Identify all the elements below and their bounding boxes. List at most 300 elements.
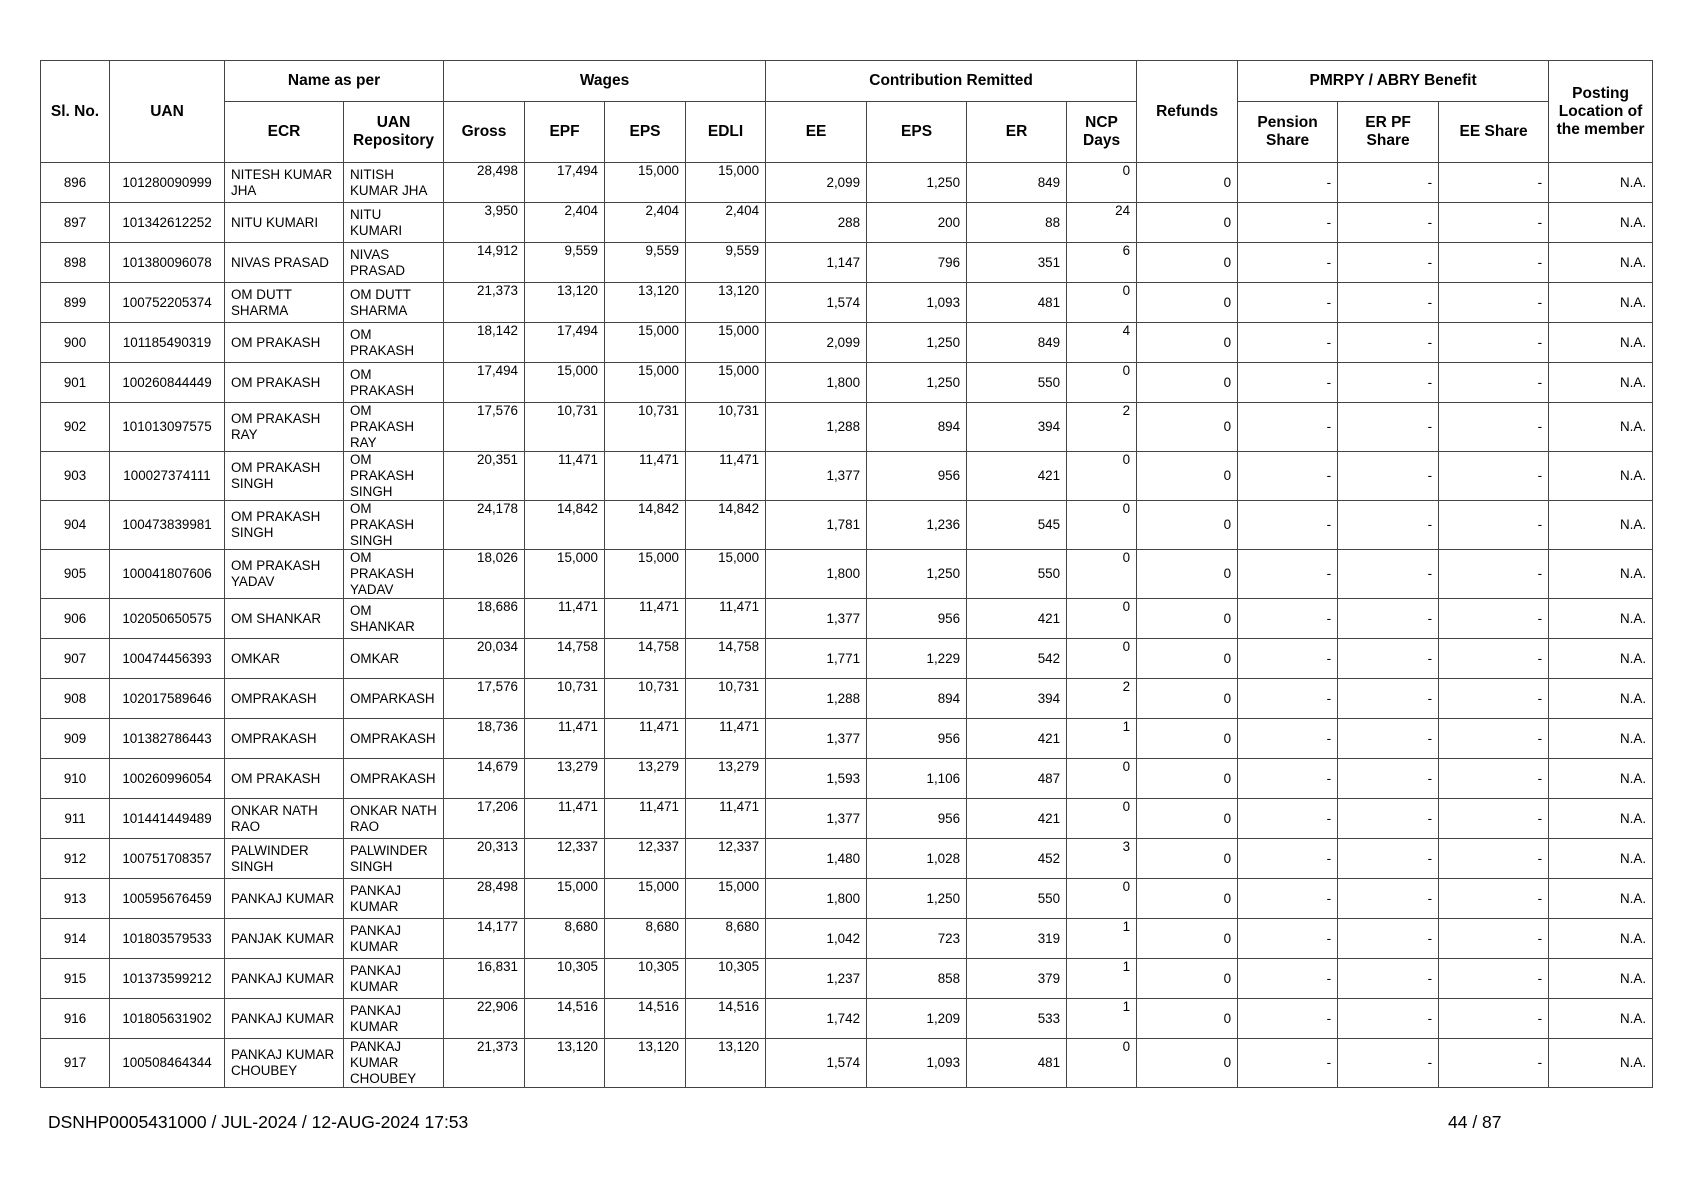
posting-location-cell: N.A. bbox=[1549, 879, 1653, 919]
er-cell: 394 bbox=[967, 403, 1067, 452]
er-pf-share-cell: - bbox=[1338, 501, 1439, 550]
eps-contribution-cell: 1,250 bbox=[867, 879, 967, 919]
posting-location-cell: N.A. bbox=[1549, 323, 1653, 363]
er-cell: 849 bbox=[967, 163, 1067, 203]
sl-no-cell: 908 bbox=[41, 679, 110, 719]
pension-share-cell: - bbox=[1238, 550, 1338, 599]
eps-contribution-cell: 858 bbox=[867, 959, 967, 999]
eps-contribution-cell: 894 bbox=[867, 679, 967, 719]
ee-cell: 1,147 bbox=[766, 243, 867, 283]
ee-share-cell: - bbox=[1439, 283, 1549, 323]
refunds-cell: 0 bbox=[1137, 323, 1238, 363]
repository-name-cell: PANKAJ KUMAR bbox=[344, 919, 444, 959]
er-cell: 319 bbox=[967, 919, 1067, 959]
header-ecr: ECR bbox=[225, 102, 344, 163]
gross-cell: 22,906 bbox=[444, 999, 525, 1039]
header-eps-contribution: EPS bbox=[867, 102, 967, 163]
ee-cell: 1,042 bbox=[766, 919, 867, 959]
er-cell: 545 bbox=[967, 501, 1067, 550]
uan-cell: 101280090999 bbox=[110, 163, 225, 203]
er-pf-share-cell: - bbox=[1338, 919, 1439, 959]
repository-name-cell: OM PRAKASH SINGH bbox=[344, 452, 444, 501]
posting-location-cell: N.A. bbox=[1549, 759, 1653, 799]
repository-name-cell: NITISH KUMAR JHA bbox=[344, 163, 444, 203]
er-cell: 481 bbox=[967, 283, 1067, 323]
epf-cell: 10,731 bbox=[525, 403, 605, 452]
pension-share-cell: - bbox=[1238, 839, 1338, 879]
header-epf: EPF bbox=[525, 102, 605, 163]
uan-cell: 100752205374 bbox=[110, 283, 225, 323]
posting-location-cell: N.A. bbox=[1549, 999, 1653, 1039]
uan-cell: 100260996054 bbox=[110, 759, 225, 799]
ecr-name-cell: NIVAS PRASAD bbox=[225, 243, 344, 283]
eps-contribution-cell: 723 bbox=[867, 919, 967, 959]
repository-name-cell: OMKAR bbox=[344, 639, 444, 679]
pension-share-cell: - bbox=[1238, 501, 1338, 550]
epf-cell: 10,731 bbox=[525, 679, 605, 719]
table-row bbox=[41, 1039, 1653, 1088]
table-row bbox=[41, 599, 1653, 639]
edli-cell: 9,559 bbox=[686, 243, 766, 283]
eps-contribution-cell: 1,250 bbox=[867, 363, 967, 403]
er-cell: 421 bbox=[967, 719, 1067, 759]
gross-cell: 17,206 bbox=[444, 799, 525, 839]
eps-contribution-cell: 1,250 bbox=[867, 163, 967, 203]
repository-name-cell: NITU KUMARI bbox=[344, 203, 444, 243]
posting-location-cell: N.A. bbox=[1549, 501, 1653, 550]
ee-cell: 1,800 bbox=[766, 363, 867, 403]
table-row bbox=[41, 639, 1653, 679]
refunds-cell: 0 bbox=[1137, 719, 1238, 759]
eps-wage-cell: 11,471 bbox=[605, 799, 686, 839]
posting-location-cell: N.A. bbox=[1549, 639, 1653, 679]
header-ee-share: EE Share bbox=[1439, 102, 1549, 163]
pension-share-cell: - bbox=[1238, 999, 1338, 1039]
ecr-name-cell: PANKAJ KUMAR bbox=[225, 999, 344, 1039]
er-cell: 550 bbox=[967, 879, 1067, 919]
ecr-name-cell: ONKAR NATH RAO bbox=[225, 799, 344, 839]
uan-cell: 102050650575 bbox=[110, 599, 225, 639]
refunds-cell: 0 bbox=[1137, 919, 1238, 959]
sl-no-cell: 899 bbox=[41, 283, 110, 323]
refunds-cell: 0 bbox=[1137, 452, 1238, 501]
er-pf-share-cell: - bbox=[1338, 799, 1439, 839]
ecr-name-cell: OM PRAKASH SINGH bbox=[225, 452, 344, 501]
posting-location-cell: N.A. bbox=[1549, 203, 1653, 243]
er-pf-share-cell: - bbox=[1338, 959, 1439, 999]
epf-cell: 14,842 bbox=[525, 501, 605, 550]
refunds-cell: 0 bbox=[1137, 879, 1238, 919]
sl-no-cell: 896 bbox=[41, 163, 110, 203]
repository-name-cell: OM PRAKASH YADAV bbox=[344, 550, 444, 599]
er-pf-share-cell: - bbox=[1338, 1039, 1439, 1088]
pension-share-cell: - bbox=[1238, 719, 1338, 759]
er-pf-share-cell: - bbox=[1338, 679, 1439, 719]
table-row bbox=[41, 283, 1653, 323]
table-row bbox=[41, 550, 1653, 599]
eps-wage-cell: 15,000 bbox=[605, 163, 686, 203]
table-body bbox=[41, 163, 1653, 1088]
refunds-cell: 0 bbox=[1137, 679, 1238, 719]
uan-cell: 100260844449 bbox=[110, 363, 225, 403]
edli-cell: 15,000 bbox=[686, 879, 766, 919]
refunds-cell: 0 bbox=[1137, 759, 1238, 799]
er-cell: 379 bbox=[967, 959, 1067, 999]
ncp-days-cell: 1 bbox=[1067, 959, 1137, 999]
sl-no-cell: 903 bbox=[41, 452, 110, 501]
posting-location-cell: N.A. bbox=[1549, 679, 1653, 719]
gross-cell: 14,912 bbox=[444, 243, 525, 283]
repository-name-cell: PANKAJ KUMAR bbox=[344, 879, 444, 919]
refunds-cell: 0 bbox=[1137, 999, 1238, 1039]
gross-cell: 18,026 bbox=[444, 550, 525, 599]
eps-contribution-cell: 1,106 bbox=[867, 759, 967, 799]
refunds-cell: 0 bbox=[1137, 501, 1238, 550]
eps-contribution-cell: 956 bbox=[867, 719, 967, 759]
sl-no-cell: 911 bbox=[41, 799, 110, 839]
ee-share-cell: - bbox=[1439, 839, 1549, 879]
repository-name-cell: OM PRAKASH RAY bbox=[344, 403, 444, 452]
sl-no-cell: 909 bbox=[41, 719, 110, 759]
er-pf-share-cell: - bbox=[1338, 283, 1439, 323]
ecr-name-cell: OM PRAKASH YADAV bbox=[225, 550, 344, 599]
edli-cell: 2,404 bbox=[686, 203, 766, 243]
uan-cell: 100027374111 bbox=[110, 452, 225, 501]
gross-cell: 14,177 bbox=[444, 919, 525, 959]
header-ee: EE bbox=[766, 102, 867, 163]
ee-share-cell: - bbox=[1439, 323, 1549, 363]
edli-cell: 10,305 bbox=[686, 959, 766, 999]
posting-location-cell: N.A. bbox=[1549, 283, 1653, 323]
pension-share-cell: - bbox=[1238, 599, 1338, 639]
edli-cell: 13,120 bbox=[686, 283, 766, 323]
eps-wage-cell: 11,471 bbox=[605, 599, 686, 639]
repository-name-cell: OM PRAKASH bbox=[344, 363, 444, 403]
ncp-days-cell: 6 bbox=[1067, 243, 1137, 283]
epf-cell: 15,000 bbox=[525, 879, 605, 919]
pension-share-cell: - bbox=[1238, 1039, 1338, 1088]
posting-location-cell: N.A. bbox=[1549, 403, 1653, 452]
uan-cell: 100508464344 bbox=[110, 1039, 225, 1088]
er-pf-share-cell: - bbox=[1338, 759, 1439, 799]
gross-cell: 28,498 bbox=[444, 163, 525, 203]
eps-contribution-cell: 1,236 bbox=[867, 501, 967, 550]
eps-wage-cell: 11,471 bbox=[605, 719, 686, 759]
ecr-name-cell: OM PRAKASH RAY bbox=[225, 403, 344, 452]
epf-cell: 11,471 bbox=[525, 599, 605, 639]
epf-cell: 9,559 bbox=[525, 243, 605, 283]
edli-cell: 13,279 bbox=[686, 759, 766, 799]
eps-wage-cell: 13,120 bbox=[605, 1039, 686, 1088]
edli-cell: 15,000 bbox=[686, 550, 766, 599]
gross-cell: 18,736 bbox=[444, 719, 525, 759]
refunds-cell: 0 bbox=[1137, 163, 1238, 203]
pension-share-cell: - bbox=[1238, 919, 1338, 959]
eps-contribution-cell: 1,250 bbox=[867, 550, 967, 599]
er-pf-share-cell: - bbox=[1338, 639, 1439, 679]
pension-share-cell: - bbox=[1238, 679, 1338, 719]
ncp-days-cell: 0 bbox=[1067, 452, 1137, 501]
ee-cell: 1,377 bbox=[766, 799, 867, 839]
posting-location-cell: N.A. bbox=[1549, 839, 1653, 879]
er-pf-share-cell: - bbox=[1338, 719, 1439, 759]
epf-cell: 17,494 bbox=[525, 163, 605, 203]
epf-cell: 13,279 bbox=[525, 759, 605, 799]
table-row bbox=[41, 452, 1653, 501]
er-cell: 533 bbox=[967, 999, 1067, 1039]
er-pf-share-cell: - bbox=[1338, 403, 1439, 452]
uan-cell: 100751708357 bbox=[110, 839, 225, 879]
gross-cell: 28,498 bbox=[444, 879, 525, 919]
er-cell: 421 bbox=[967, 799, 1067, 839]
ee-share-cell: - bbox=[1439, 403, 1549, 452]
ee-share-cell: - bbox=[1439, 599, 1549, 639]
ecr-name-cell: OMKAR bbox=[225, 639, 344, 679]
er-cell: 481 bbox=[967, 1039, 1067, 1088]
header-wages: Wages bbox=[444, 61, 766, 102]
ncp-days-cell: 1 bbox=[1067, 919, 1137, 959]
uan-cell: 101382786443 bbox=[110, 719, 225, 759]
table-row bbox=[41, 999, 1653, 1039]
ecr-name-cell: OM PRAKASH bbox=[225, 759, 344, 799]
repository-name-cell: OM DUTT SHARMA bbox=[344, 283, 444, 323]
ncp-days-cell: 0 bbox=[1067, 799, 1137, 839]
ecr-name-cell: OM SHANKAR bbox=[225, 599, 344, 639]
sl-no-cell: 910 bbox=[41, 759, 110, 799]
posting-location-cell: N.A. bbox=[1549, 452, 1653, 501]
table-row bbox=[41, 203, 1653, 243]
repository-name-cell: OMPRAKASH bbox=[344, 719, 444, 759]
sl-no-cell: 898 bbox=[41, 243, 110, 283]
eps-wage-cell: 15,000 bbox=[605, 363, 686, 403]
header-gross: Gross bbox=[444, 102, 525, 163]
pension-share-cell: - bbox=[1238, 163, 1338, 203]
er-pf-share-cell: - bbox=[1338, 879, 1439, 919]
eps-wage-cell: 15,000 bbox=[605, 323, 686, 363]
pension-share-cell: - bbox=[1238, 959, 1338, 999]
sl-no-cell: 915 bbox=[41, 959, 110, 999]
gross-cell: 16,831 bbox=[444, 959, 525, 999]
ncp-days-cell: 0 bbox=[1067, 759, 1137, 799]
gross-cell: 17,494 bbox=[444, 363, 525, 403]
eps-contribution-cell: 956 bbox=[867, 599, 967, 639]
ncp-days-cell: 0 bbox=[1067, 550, 1137, 599]
edli-cell: 8,680 bbox=[686, 919, 766, 959]
header-name-as-per: Name as per bbox=[225, 61, 444, 102]
ncp-days-cell: 0 bbox=[1067, 599, 1137, 639]
repository-name-cell: OMPARKASH bbox=[344, 679, 444, 719]
ee-share-cell: - bbox=[1439, 550, 1549, 599]
header-uan: UAN bbox=[110, 61, 225, 163]
ee-cell: 1,800 bbox=[766, 550, 867, 599]
refunds-cell: 0 bbox=[1137, 243, 1238, 283]
table-row bbox=[41, 243, 1653, 283]
uan-cell: 101380096078 bbox=[110, 243, 225, 283]
gross-cell: 20,034 bbox=[444, 639, 525, 679]
header-er: ER bbox=[967, 102, 1067, 163]
gross-cell: 18,686 bbox=[444, 599, 525, 639]
er-cell: 542 bbox=[967, 639, 1067, 679]
ee-cell: 1,771 bbox=[766, 639, 867, 679]
pension-share-cell: - bbox=[1238, 203, 1338, 243]
ncp-days-cell: 0 bbox=[1067, 163, 1137, 203]
pension-share-cell: - bbox=[1238, 243, 1338, 283]
page-number: 44 / 87 bbox=[1448, 1112, 1502, 1132]
er-pf-share-cell: - bbox=[1338, 163, 1439, 203]
eps-wage-cell: 14,516 bbox=[605, 999, 686, 1039]
ee-cell: 1,800 bbox=[766, 879, 867, 919]
uan-cell: 100474456393 bbox=[110, 639, 225, 679]
table-row bbox=[41, 799, 1653, 839]
gross-cell: 21,373 bbox=[444, 1039, 525, 1088]
table-row bbox=[41, 759, 1653, 799]
header-ncp-days: NCP Days bbox=[1067, 102, 1137, 163]
table-row bbox=[41, 839, 1653, 879]
header-pension-share: Pension Share bbox=[1238, 102, 1338, 163]
sl-no-cell: 900 bbox=[41, 323, 110, 363]
epf-cell: 2,404 bbox=[525, 203, 605, 243]
er-pf-share-cell: - bbox=[1338, 363, 1439, 403]
er-pf-share-cell: - bbox=[1338, 323, 1439, 363]
sl-no-cell: 904 bbox=[41, 501, 110, 550]
ecr-name-cell: OM PRAKASH SINGH bbox=[225, 501, 344, 550]
gross-cell: 24,178 bbox=[444, 501, 525, 550]
eps-contribution-cell: 1,229 bbox=[867, 639, 967, 679]
gross-cell: 3,950 bbox=[444, 203, 525, 243]
repository-name-cell: OM PRAKASH SINGH bbox=[344, 501, 444, 550]
refunds-cell: 0 bbox=[1137, 799, 1238, 839]
header-er-pf-share: ER PF Share bbox=[1338, 102, 1439, 163]
ncp-days-cell: 1 bbox=[1067, 999, 1137, 1039]
ecr-name-cell: NITESH KUMAR JHA bbox=[225, 163, 344, 203]
ee-cell: 1,377 bbox=[766, 452, 867, 501]
header-uan-repository: UAN Repository bbox=[344, 102, 444, 163]
pension-share-cell: - bbox=[1238, 639, 1338, 679]
gross-cell: 18,142 bbox=[444, 323, 525, 363]
ee-cell: 288 bbox=[766, 203, 867, 243]
eps-wage-cell: 14,842 bbox=[605, 501, 686, 550]
sl-no-cell: 916 bbox=[41, 999, 110, 1039]
eps-contribution-cell: 1,209 bbox=[867, 999, 967, 1039]
posting-location-cell: N.A. bbox=[1549, 243, 1653, 283]
table-row bbox=[41, 719, 1653, 759]
edli-cell: 10,731 bbox=[686, 679, 766, 719]
ee-cell: 1,377 bbox=[766, 719, 867, 759]
edli-cell: 14,516 bbox=[686, 999, 766, 1039]
eps-wage-cell: 15,000 bbox=[605, 550, 686, 599]
uan-cell: 101803579533 bbox=[110, 919, 225, 959]
refunds-cell: 0 bbox=[1137, 839, 1238, 879]
refunds-cell: 0 bbox=[1137, 403, 1238, 452]
gross-cell: 17,576 bbox=[444, 679, 525, 719]
header-refunds: Refunds bbox=[1137, 61, 1238, 163]
repository-name-cell: PANKAJ KUMAR bbox=[344, 959, 444, 999]
edli-cell: 14,758 bbox=[686, 639, 766, 679]
eps-wage-cell: 2,404 bbox=[605, 203, 686, 243]
table-row bbox=[41, 919, 1653, 959]
eps-contribution-cell: 956 bbox=[867, 799, 967, 839]
er-pf-share-cell: - bbox=[1338, 599, 1439, 639]
pension-share-cell: - bbox=[1238, 403, 1338, 452]
er-cell: 487 bbox=[967, 759, 1067, 799]
header-eps: EPS bbox=[605, 102, 686, 163]
uan-cell: 101185490319 bbox=[110, 323, 225, 363]
header-edli: EDLI bbox=[686, 102, 766, 163]
posting-location-cell: N.A. bbox=[1549, 799, 1653, 839]
repository-name-cell: NIVAS PRASAD bbox=[344, 243, 444, 283]
er-cell: 550 bbox=[967, 363, 1067, 403]
ee-share-cell: - bbox=[1439, 759, 1549, 799]
er-cell: 421 bbox=[967, 452, 1067, 501]
ee-share-cell: - bbox=[1439, 879, 1549, 919]
refunds-cell: 0 bbox=[1137, 1039, 1238, 1088]
ee-cell: 1,574 bbox=[766, 283, 867, 323]
gross-cell: 21,373 bbox=[444, 283, 525, 323]
eps-contribution-cell: 1,250 bbox=[867, 323, 967, 363]
repository-name-cell: PALWINDER SINGH bbox=[344, 839, 444, 879]
ncp-days-cell: 2 bbox=[1067, 679, 1137, 719]
edli-cell: 11,471 bbox=[686, 799, 766, 839]
er-pf-share-cell: - bbox=[1338, 550, 1439, 599]
eps-contribution-cell: 200 bbox=[867, 203, 967, 243]
ee-share-cell: - bbox=[1439, 799, 1549, 839]
er-cell: 421 bbox=[967, 599, 1067, 639]
epf-cell: 12,337 bbox=[525, 839, 605, 879]
epf-cell: 13,120 bbox=[525, 1039, 605, 1088]
ee-share-cell: - bbox=[1439, 679, 1549, 719]
sl-no-cell: 913 bbox=[41, 879, 110, 919]
eps-contribution-cell: 1,028 bbox=[867, 839, 967, 879]
posting-location-cell: N.A. bbox=[1549, 959, 1653, 999]
posting-location-cell: N.A. bbox=[1549, 719, 1653, 759]
ee-cell: 1,288 bbox=[766, 679, 867, 719]
eps-contribution-cell: 894 bbox=[867, 403, 967, 452]
refunds-cell: 0 bbox=[1137, 363, 1238, 403]
posting-location-cell: N.A. bbox=[1549, 919, 1653, 959]
ecr-name-cell: PANKAJ KUMAR bbox=[225, 959, 344, 999]
uan-cell: 100473839981 bbox=[110, 501, 225, 550]
ncp-days-cell: 0 bbox=[1067, 879, 1137, 919]
sl-no-cell: 902 bbox=[41, 403, 110, 452]
pension-share-cell: - bbox=[1238, 323, 1338, 363]
ncp-days-cell: 0 bbox=[1067, 283, 1137, 323]
uan-cell: 101013097575 bbox=[110, 403, 225, 452]
sl-no-cell: 907 bbox=[41, 639, 110, 679]
epf-cell: 15,000 bbox=[525, 550, 605, 599]
edli-cell: 11,471 bbox=[686, 719, 766, 759]
ee-share-cell: - bbox=[1439, 243, 1549, 283]
edli-cell: 11,471 bbox=[686, 452, 766, 501]
ee-cell: 1,288 bbox=[766, 403, 867, 452]
ee-share-cell: - bbox=[1439, 163, 1549, 203]
ee-share-cell: - bbox=[1439, 501, 1549, 550]
ee-share-cell: - bbox=[1439, 203, 1549, 243]
table-row bbox=[41, 679, 1653, 719]
posting-location-cell: N.A. bbox=[1549, 599, 1653, 639]
uan-cell: 101342612252 bbox=[110, 203, 225, 243]
header-contribution-remitted: Contribution Remitted bbox=[766, 61, 1137, 102]
refunds-cell: 0 bbox=[1137, 959, 1238, 999]
ncp-days-cell: 0 bbox=[1067, 501, 1137, 550]
pension-share-cell: - bbox=[1238, 283, 1338, 323]
sl-no-cell: 917 bbox=[41, 1039, 110, 1088]
edli-cell: 15,000 bbox=[686, 323, 766, 363]
uan-cell: 101805631902 bbox=[110, 999, 225, 1039]
er-pf-share-cell: - bbox=[1338, 999, 1439, 1039]
ee-share-cell: - bbox=[1439, 959, 1549, 999]
uan-cell: 102017589646 bbox=[110, 679, 225, 719]
epf-cell: 10,305 bbox=[525, 959, 605, 999]
